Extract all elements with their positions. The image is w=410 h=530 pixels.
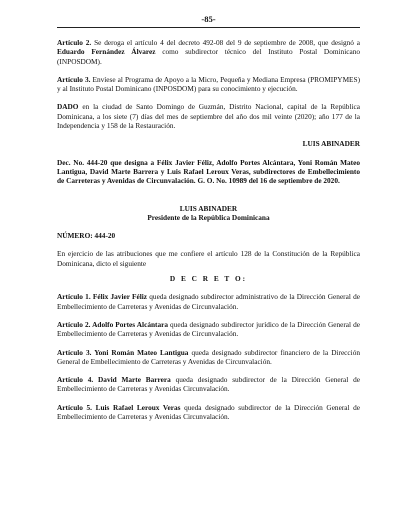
decree-number: NÚMERO: 444-20 — [57, 231, 116, 241]
article-label: Artículo 3. Yoni Román Mateo Lantigua — [57, 347, 189, 357]
dado-label: DADO — [57, 102, 79, 112]
article-text: queda designado subdirector de la Dirección General de Embellecimiento de Carreteras y Avenidas Circunvalación. — [57, 375, 360, 394]
article-label: Artículo 2. Adolfo Portes Alcántara — [57, 319, 168, 329]
article-text: queda designado subdirector administrativo de la Dirección General de Embellecimiento de Carreteras y Avenidas de Circunvalación. — [57, 292, 360, 311]
article-2-name: Eduardo Fernández Álvarez — [57, 47, 156, 57]
article-label: Artículo 4. David Marte Barrera — [57, 375, 171, 385]
article-text: queda designado subdirector financiero de la Dirección General de Embellecimiento de Carreteras y Avenidas de Circunvalación. — [57, 347, 360, 366]
article-2-paragraph — [57, 38, 360, 66]
article-3-paragraph — [57, 75, 360, 94]
president-name: LUIS ABINADER — [179, 203, 238, 213]
article-2-text-a: Se deroga el artículo 4 del decreto 492-08 del 9 de septiembre de 2008, que designó a — [91, 38, 360, 47]
article-3-text: Envíese al Programa de Apoyo a la Micro, Pequeña y Mediana Empresa (PROMIPYMES) y al Instituto Postal Dominicano (INPOSDOM) para su conocimiento y ejecución. — [57, 74, 360, 94]
article-2-text-b: como subdirector técnico del Instituto Postal Dominicano (INPOSDOM). — [57, 47, 361, 66]
article-2-label: Artículo 2. — [57, 38, 92, 47]
preamble: En ejercicio de las atribuciones que me confiere el artículo 128 de la Constitución de la República Dominicana, dicto el siguiente — [57, 249, 360, 268]
article-item — [57, 320, 360, 339]
header-rule — [57, 27, 360, 28]
article-item — [57, 348, 360, 367]
decreto-heading: D E C R E T O: — [169, 274, 248, 284]
president-title: Presidente de la República Dominicana — [147, 212, 270, 222]
article-label: Artículo 5. Luis Rafael Leroux Veras — [57, 402, 181, 412]
article-3-label: Artículo 3. — [57, 74, 91, 84]
article-list — [57, 292, 360, 421]
page-number: -85- — [201, 14, 216, 24]
article-item — [57, 292, 360, 311]
article-item — [57, 403, 360, 422]
dado-paragraph — [57, 102, 360, 130]
signature: LUIS ABINADER — [302, 139, 360, 149]
article-item — [57, 375, 360, 394]
decree-title: Dec. No. 444-20 que designa a Félix Javier Féliz, Adolfo Portes Alcántara, Yoni Román Mateo Lantigua, David Marte Barrera y Luis Rafael Leroux Veras, subdirectores de Embellecimiento de Carreteras y Avenidas de Circunvalación. G. O. No. 10989 del 16 de septiembre de 2020. — [57, 157, 360, 186]
article-text: queda designado subdirector jurídico de la Dirección General de Embellecimiento de Carreteras y Avenidas de Circunvalación. — [57, 319, 360, 339]
article-label: Artículo 1. Félix Javier Féliz — [57, 292, 148, 302]
dado-text: en la ciudad de Santo Domingo de Guzmán, Distrito Nacional, capital de la República Dominicana, a los siete (7) días del mes de septiembre del año dos mil veinte (2020); año 177 de la Independencia y 158 de la Restauración. — [57, 102, 360, 131]
document-page — [57, 14, 360, 421]
article-text: queda designado subdirector de la Dirección General de Embellecimiento de Carreteras y Avenidas Circunvalación. — [57, 402, 360, 422]
